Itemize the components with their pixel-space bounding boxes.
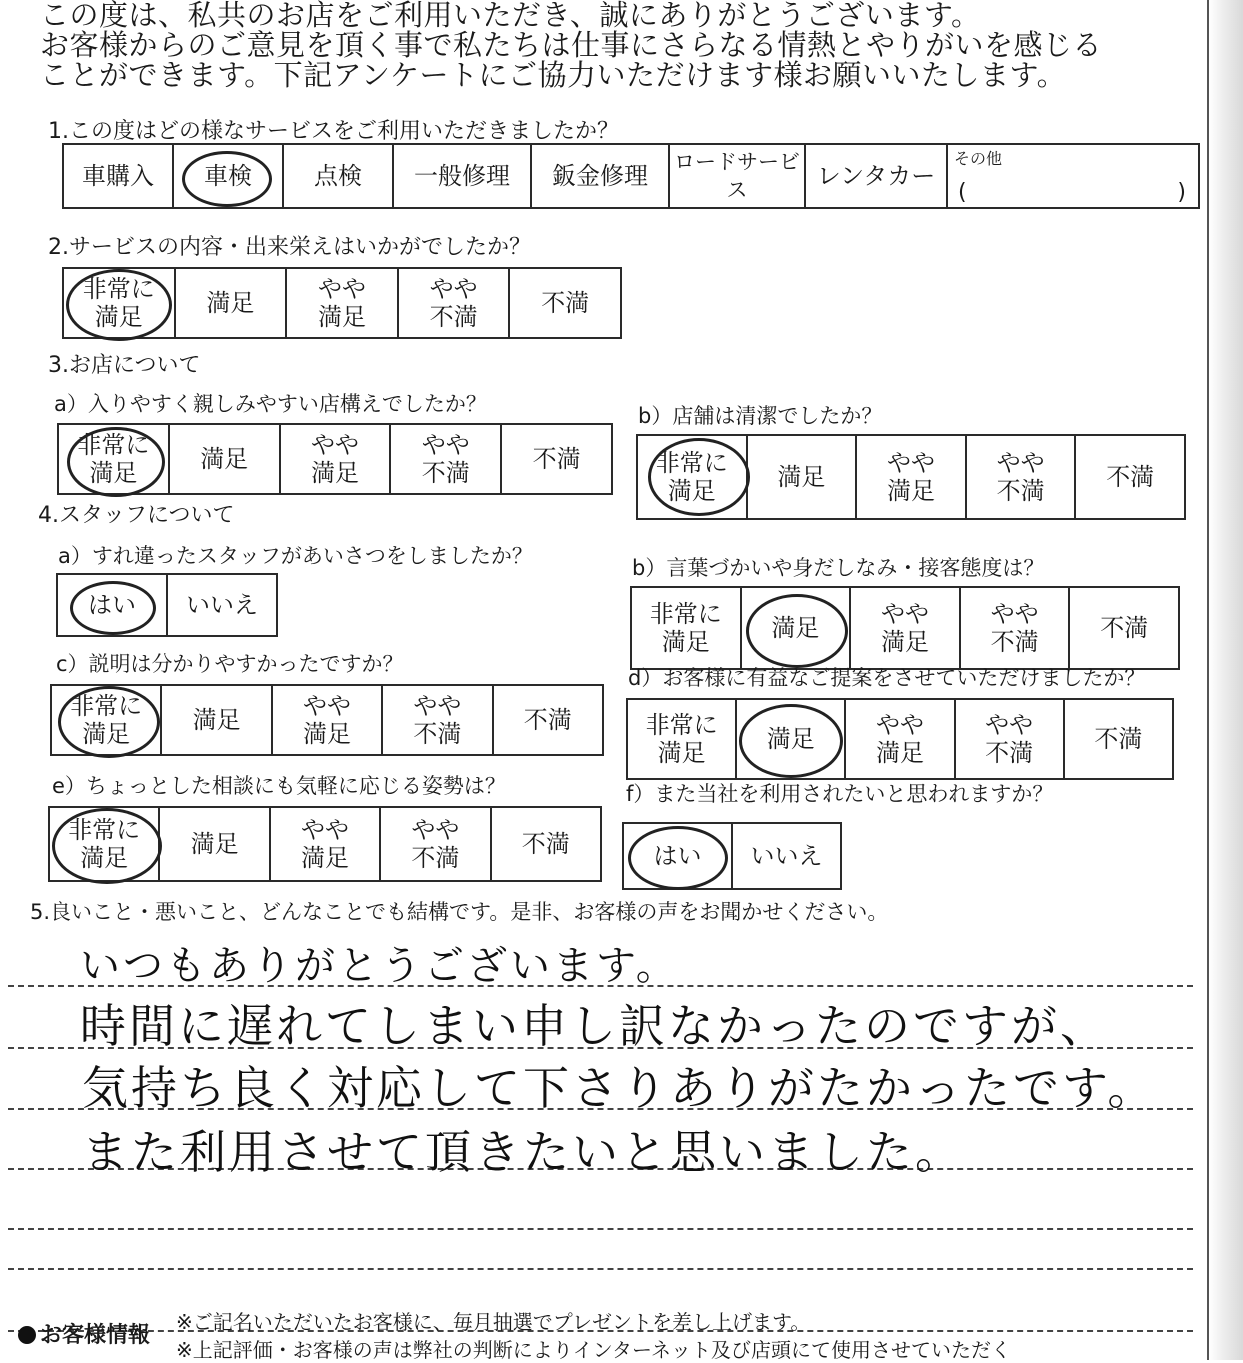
option-shaken[interactable] <box>173 144 283 208</box>
q4c-options <box>50 684 604 756</box>
option-other[interactable] <box>947 144 1199 208</box>
option-label: 満足 <box>317 303 366 331</box>
q3b-options <box>636 434 1186 520</box>
option-label: 満足 <box>89 459 138 487</box>
rating-somewhat-dissatisfied[interactable] <box>390 424 501 494</box>
answer-no[interactable] <box>167 574 277 636</box>
option-label: 非常に <box>68 816 141 844</box>
option-label: やや <box>421 431 470 459</box>
q4d-label: d）お客様に有益なご提案をさせていただけましたか？ <box>628 666 1146 690</box>
option-label: 満足 <box>302 720 351 748</box>
option-label: 満足 <box>657 739 706 767</box>
rating-satisfied[interactable] <box>741 587 851 669</box>
q2-options <box>62 267 622 339</box>
option-label: 満足 <box>200 445 249 473</box>
q4a-label: a）すれ違ったスタッフがあいさつをしましたか？ <box>58 544 533 568</box>
rating-satisfied[interactable] <box>175 268 287 338</box>
option-label: 車検 <box>204 162 252 190</box>
option-label: やや <box>429 275 478 303</box>
rating-somewhat-dissatisfied[interactable] <box>398 268 510 338</box>
option-label: 不満 <box>1094 725 1143 753</box>
option-label: やや <box>411 816 460 844</box>
rating-somewhat-satisfied[interactable] <box>286 268 398 338</box>
option-label: 鈑金修理 <box>552 162 648 190</box>
option-inspection[interactable] <box>283 144 393 208</box>
option-label: 点検 <box>314 162 362 190</box>
option-label: はい <box>653 842 702 870</box>
rating-somewhat-satisfied[interactable] <box>856 435 966 519</box>
rating-somewhat-satisfied[interactable] <box>270 807 380 881</box>
option-label: はい <box>88 591 136 619</box>
option-label: 満足 <box>777 463 826 491</box>
option-label: やや <box>990 600 1039 628</box>
option-label: 不満 <box>429 303 478 331</box>
option-label: 満足 <box>886 477 935 505</box>
option-label: やや <box>886 449 935 477</box>
option-label: レンタカー <box>816 162 936 190</box>
q4b-options <box>630 586 1180 670</box>
bullet-icon <box>18 1326 36 1344</box>
option-label: 満足 <box>661 628 710 656</box>
q3b-label: b）店舗は清潔でしたか？ <box>638 404 883 428</box>
rating-dissatisfied[interactable] <box>1069 587 1179 669</box>
rating-very-satisfied[interactable] <box>627 699 736 779</box>
intro-line: お客様からのご意見を頂く事で私たちは仕事にさらなる情熱とやりがいを感じる <box>40 28 1103 62</box>
q3a-options <box>57 423 613 495</box>
rating-very-satisfied[interactable] <box>58 424 169 494</box>
option-label: 不満 <box>541 289 590 317</box>
option-label: 不満 <box>523 706 572 734</box>
option-label: ロードサービス <box>674 150 800 202</box>
option-label: 不満 <box>1100 614 1149 642</box>
q4b-label: b）言葉づかいや身だしなみ・接客態度は？ <box>632 556 1045 580</box>
option-label: やや <box>996 449 1045 477</box>
option-label: やや <box>985 711 1034 739</box>
rating-somewhat-dissatisfied[interactable] <box>960 587 1070 669</box>
option-body-repair[interactable] <box>531 144 669 208</box>
handwritten-comment-line: いつもありがとうございます。 <box>80 943 679 989</box>
option-label: 不満 <box>421 459 470 487</box>
q4d-options <box>626 698 1174 780</box>
q4-title: 4.スタッフについて <box>38 503 235 528</box>
rating-satisfied[interactable] <box>169 424 280 494</box>
rating-very-satisfied[interactable] <box>637 435 747 519</box>
rating-dissatisfied[interactable] <box>501 424 612 494</box>
rating-somewhat-dissatisfied[interactable] <box>382 685 492 755</box>
option-label: 不満 <box>990 628 1039 656</box>
q3-title: 3.お店について <box>48 353 201 378</box>
rating-dissatisfied[interactable] <box>1075 435 1185 519</box>
option-label: 満足 <box>82 720 131 748</box>
rating-dissatisfied[interactable] <box>1064 699 1173 779</box>
customer-info-note: ※ご記名いただいたお客様に、毎月抽選でプレゼントを差し上げます。 <box>176 1310 811 1334</box>
rating-somewhat-satisfied[interactable] <box>272 685 382 755</box>
rating-dissatisfied[interactable] <box>491 807 601 881</box>
option-label: 満足 <box>192 706 241 734</box>
q4f-label: f）また当社を利用されたいと思われますか？ <box>626 782 1054 806</box>
option-label: 満足 <box>190 830 239 858</box>
option-label: やや <box>413 692 462 720</box>
q4e-options <box>48 806 602 882</box>
intro-text <box>40 0 1230 90</box>
option-label: 満足 <box>310 459 359 487</box>
option-label: 不満 <box>521 830 570 858</box>
option-label: 不満 <box>413 720 462 748</box>
option-label: やや <box>302 692 351 720</box>
rating-satisfied[interactable] <box>736 699 845 779</box>
option-label: 満足 <box>667 477 716 505</box>
option-road-service[interactable] <box>669 144 805 208</box>
handwritten-comment-line: 気持ち良く対応して下さりありがたかったです。 <box>82 1061 1157 1115</box>
intro-line: ことができます。下記アンケートにご協力いただけます様お願いいたします。 <box>40 58 1067 92</box>
q1-title: 1.この度はどの様なサービスをご利用いただきましたか？ <box>48 119 619 144</box>
rating-somewhat-dissatisfied[interactable] <box>380 807 490 881</box>
comment-line <box>8 1268 1193 1270</box>
option-label: やや <box>317 275 366 303</box>
q4e-label: e）ちょっとした相談にも気軽に応じる姿勢は？ <box>52 774 506 798</box>
rating-dissatisfied[interactable] <box>509 268 621 338</box>
option-rental-car[interactable] <box>805 144 947 208</box>
rating-somewhat-dissatisfied[interactable] <box>966 435 1076 519</box>
customer-info-label: お客様情報 <box>40 1323 151 1348</box>
option-label: 非常に <box>82 275 155 303</box>
option-label: 車購入 <box>82 162 154 190</box>
q3a-label: a）入りやすく親しみやすい店構えでしたか？ <box>54 392 487 416</box>
rating-satisfied[interactable] <box>161 685 271 755</box>
option-general-repair[interactable] <box>393 144 531 208</box>
option-label: 非常に <box>70 692 143 720</box>
rating-somewhat-dissatisfied[interactable] <box>955 699 1064 779</box>
option-label: 一般修理 <box>414 162 510 190</box>
option-label: 満足 <box>766 725 815 753</box>
option-label: 満足 <box>94 303 143 331</box>
option-label: 満足 <box>206 289 255 317</box>
q4a-options <box>56 573 278 637</box>
answer-no[interactable] <box>732 823 841 889</box>
other-paren-close: ) <box>1177 180 1186 205</box>
option-label: 不満 <box>985 739 1034 767</box>
option-label: やや <box>300 816 349 844</box>
option-label: 非常に <box>645 711 718 739</box>
rating-somewhat-satisfied[interactable] <box>850 587 960 669</box>
page-edge-line <box>1207 0 1209 1360</box>
q4f-options <box>622 822 842 890</box>
q1-options <box>62 143 1200 209</box>
q2-title: 2.サービスの内容・出来栄えはいかがでしたか？ <box>48 235 531 260</box>
handwritten-comment-line: また利用させて頂きたいと思いました。 <box>82 1125 964 1179</box>
rating-very-satisfied[interactable] <box>49 807 159 881</box>
option-label: 満足 <box>875 739 924 767</box>
option-label: 不満 <box>411 844 460 872</box>
rating-dissatisfied[interactable] <box>493 685 603 755</box>
other-label: その他 <box>954 149 1003 168</box>
rating-very-satisfied[interactable] <box>631 587 741 669</box>
rating-very-satisfied[interactable] <box>51 685 161 755</box>
option-label: いいえ <box>186 591 258 619</box>
option-label: 非常に <box>77 431 150 459</box>
rating-satisfied[interactable] <box>747 435 857 519</box>
rating-very-satisfied[interactable] <box>63 268 175 338</box>
q5-title: 5.良いこと・悪いこと、どんなことでも結構です。是非、お客様の声をお聞かせください。 <box>30 900 889 924</box>
option-label: 不満 <box>1106 463 1155 491</box>
option-label: 非常に <box>649 600 722 628</box>
option-label: 満足 <box>80 844 129 872</box>
answer-yes[interactable] <box>57 574 167 636</box>
answer-yes[interactable] <box>623 823 732 889</box>
option-label: やや <box>310 431 359 459</box>
rating-satisfied[interactable] <box>159 807 269 881</box>
handwritten-comment-line: 時間に遅れてしまい申し訳なかったのですが、 <box>80 999 1109 1053</box>
option-car-purchase[interactable] <box>63 144 173 208</box>
comment-line <box>8 1228 1193 1230</box>
customer-info-note: ※上記評価・お客様の声は弊社の判断によりインターネット及び店頭にて使用させていただく <box>176 1338 1011 1362</box>
option-label: いいえ <box>750 842 823 870</box>
option-label: 満足 <box>771 614 820 642</box>
option-label: 不満 <box>532 445 581 473</box>
rating-somewhat-satisfied[interactable] <box>845 699 954 779</box>
option-label: 満足 <box>300 844 349 872</box>
other-paren-open: ( <box>958 180 967 205</box>
page-edge-shadow <box>1209 0 1243 1360</box>
customer-info-title <box>18 1318 150 1349</box>
option-label: やや <box>880 600 929 628</box>
option-label: 非常に <box>655 449 728 477</box>
q4c-label: c）説明は分かりやすかったですか？ <box>56 652 404 676</box>
option-label: 満足 <box>880 628 929 656</box>
intro-line: この度は、私共のお店をご利用いただき、誠にありがとうございます。 <box>40 0 981 32</box>
option-label: やや <box>875 711 924 739</box>
rating-somewhat-satisfied[interactable] <box>280 424 391 494</box>
option-label: 不満 <box>996 477 1045 505</box>
